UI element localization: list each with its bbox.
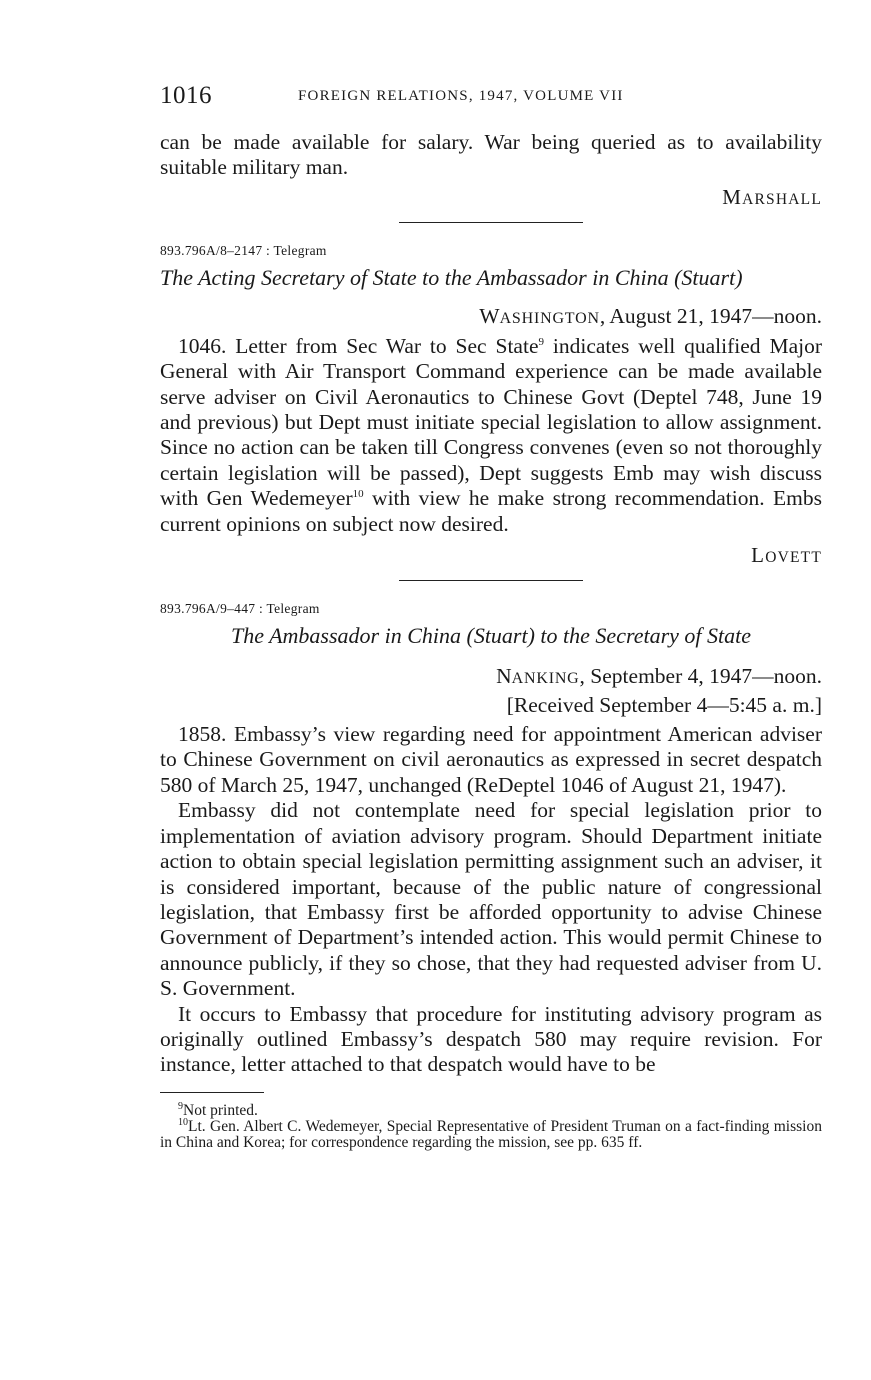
doc2-paragraph: Embassy did not contemplate need for special legislation prior to implementation of aviation advisory program. Should Department initiate action to obtain special legislation permitting assignment such an adviser, it is considered important, because of the public nature of congressional legislation, that Embassy first be afforded opportunity to advise Chinese Government of Department’s intended action. This would permit Chinese to announce publicly, if they so chose, that they had requested adviser from U. S. Government. <box>160 798 822 1001</box>
signature-initial: M <box>722 184 743 209</box>
footnote-ref-10: 10 <box>352 488 364 501</box>
doc2-received: [Received September 4—5:45 a. m.] <box>506 693 822 718</box>
doc2-title: The Ambassador in China (Stuart) to the Secretary of State <box>230 623 752 649</box>
section-divider <box>399 580 583 581</box>
footnote-9 <box>160 1100 822 1119</box>
doc2-dateline <box>160 663 822 692</box>
doc2-paragraph: 1858. Embassy’s view regarding need for appointment American adviser to Chinese Government on civil aeronautics as expressed in secret despatch 580 of March 25, 1947, unchanged (ReDeptel 1046 of August 21, 1947). <box>160 722 822 797</box>
doc1-body-part-1: 1046. Letter from Sec War to Sec State <box>178 333 539 358</box>
running-head: FOREIGN RELATIONS, 1947, VOLUME VII <box>298 88 624 104</box>
signature-rest: OVETT <box>765 549 822 567</box>
footnote-rule <box>160 1092 264 1093</box>
doc1-dateline <box>160 303 822 332</box>
continuation-paragraph: can be made available for salary. War being queried as to availability suitable military man. <box>160 130 822 180</box>
doc1-reference: 893.796A/8–2147 : Telegram <box>160 242 327 258</box>
footnote-ref-9: 9 <box>538 335 544 348</box>
doc1-body-part-3: with view he make strong recommendation. Embs current opinions on subject now desired. <box>160 486 822 536</box>
document-page <box>160 82 822 1151</box>
doc2-date: , September 4, 1947—noon. <box>579 664 822 689</box>
page-number: 1016 <box>160 82 212 109</box>
signature-marshall <box>160 183 822 214</box>
doc2-reference: 893.796A/9–447 : Telegram <box>160 601 320 617</box>
doc2-place-initial: N <box>496 664 512 689</box>
doc1-body <box>160 334 822 537</box>
footnote-mark: 10 <box>178 1116 188 1128</box>
doc1-date: , August 21, 1947—noon. <box>599 303 822 328</box>
doc1-place-rest: ASHINGTON <box>499 309 600 327</box>
signature-initial: L <box>751 543 766 568</box>
footnote-mark: 9 <box>178 1100 183 1112</box>
doc1-place-initial: W <box>479 303 500 328</box>
footnote-text: Lt. Gen. Albert C. Wedemeyer, Special Representative of President Truman on a fact-finding mission in China and Korea; for correspondence regarding the mission, see pp. 635 ff. <box>160 1117 822 1151</box>
doc2-place-rest: ANKING <box>511 670 580 688</box>
signature-lovett <box>160 541 822 572</box>
doc2-paragraph: It occurs to Embassy that procedure for instituting advisory program as originally outlined Embassy’s despatch 580 may require revision. For instance, letter attached to that despatch would have to be <box>160 1001 822 1077</box>
doc1-title: The Acting Secretary of State to the Ambassador in China (Stuart) <box>160 264 743 290</box>
doc1-body-part-2: indicates well qualified Major General with Air Transport Command experience can be made available serve adviser on Civil Aeronautics to Chinese Govt (Deptel 748, June 19 and previous) but Dept must initiate special legislation to allow assignment. Since no action can be taken till Congress convenes (even so not thoroughly certain legislation will be passed), Dept suggests Emb may wish discuss with Gen Wedemeyer <box>160 333 822 511</box>
page-header <box>160 82 822 116</box>
footnote-text: Not printed. <box>183 1101 258 1119</box>
footnote-10 <box>160 1116 822 1151</box>
signature-rest: ARSHALL <box>742 190 822 208</box>
section-divider <box>399 222 583 223</box>
